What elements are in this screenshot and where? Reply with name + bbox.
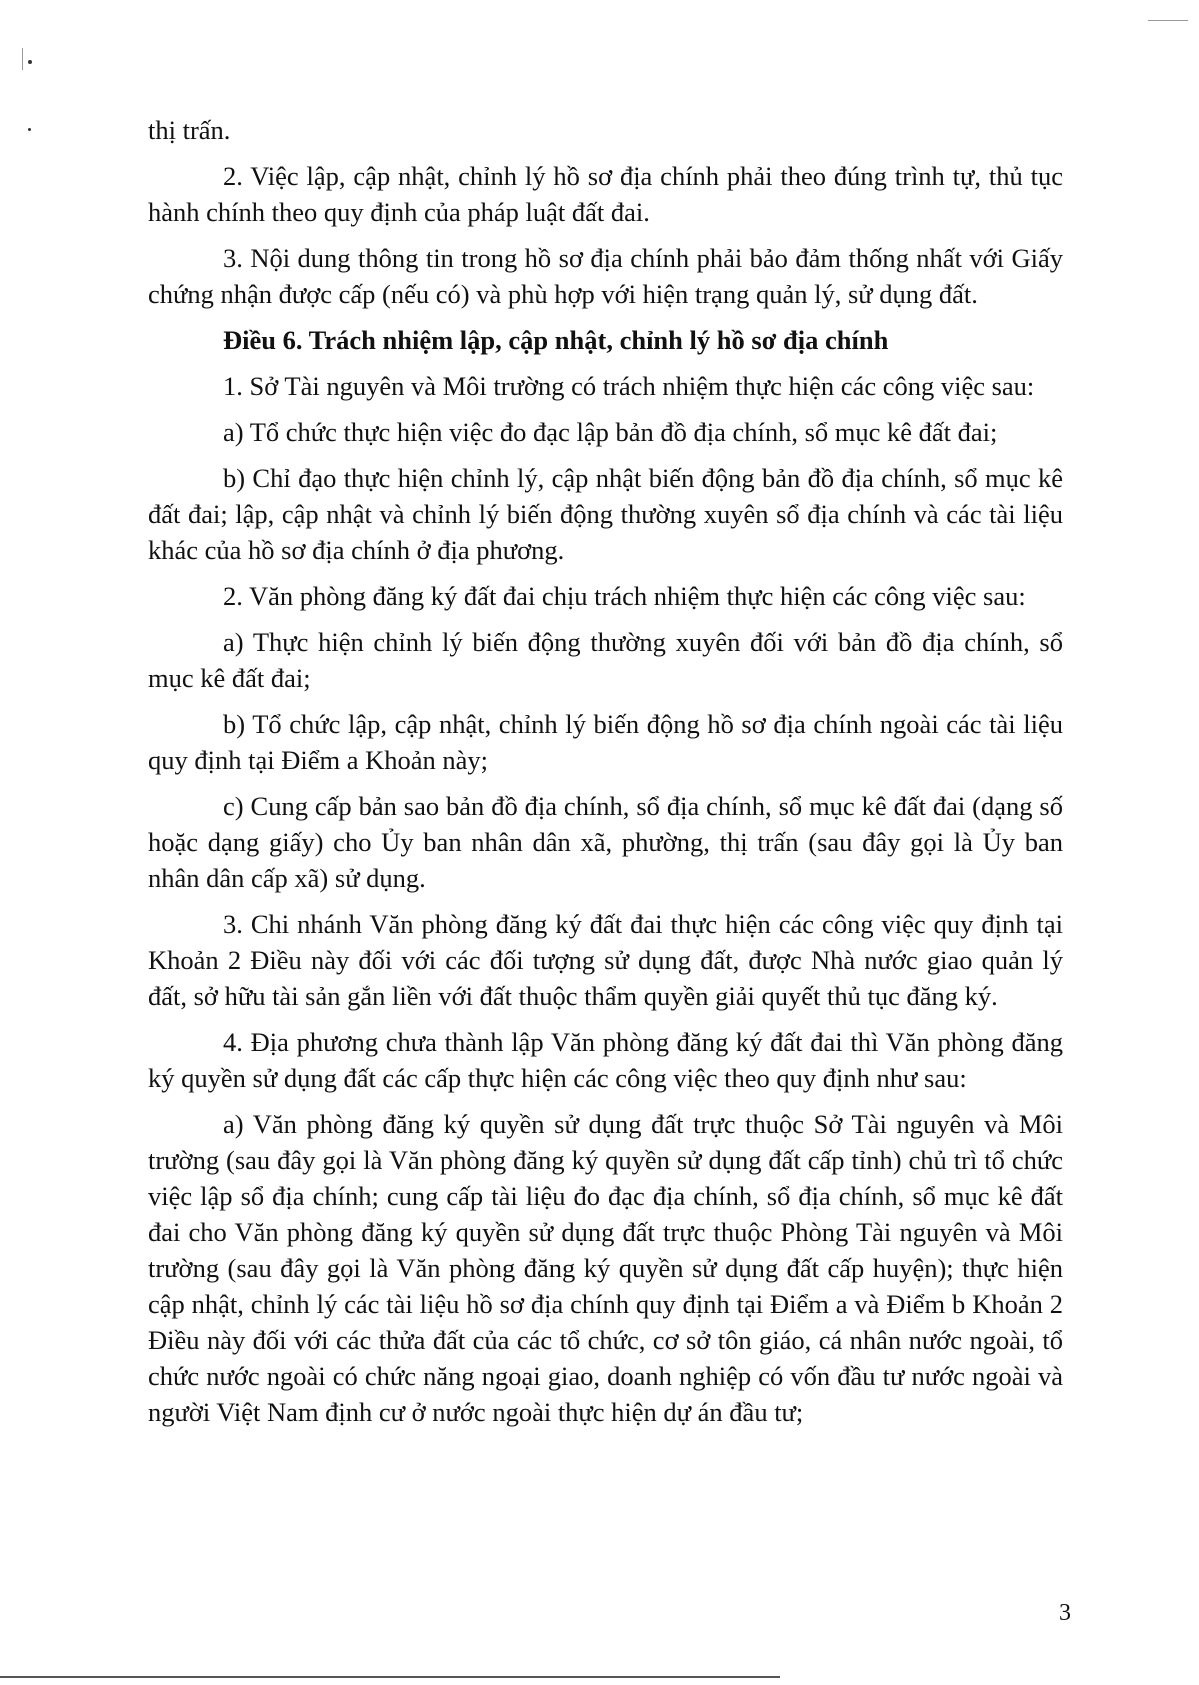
- scan-dot: [28, 60, 32, 64]
- paragraph: a) Tổ chức thực hiện việc đo đạc lập bản đồ địa chính, sổ mục kê đất đai;: [223, 417, 998, 447]
- paragraph: 3. Chi nhánh Văn phòng đăng ký đất đai thực hiện các công việc quy định tại Khoản 2 Điều này đối với các đối tượng sử dụng đất, được Nhà nước giao quản lý đất, sở hữu tài sản gắn liền với đất thuộc thẩm quyền giải quyết thủ tục đăng ký.: [148, 909, 1063, 1011]
- paragraph: 2. Văn phòng đăng ký đất đai chịu trách nhiệm thực hiện các công việc sau:: [223, 581, 1026, 611]
- paragraph: a) Thực hiện chỉnh lý biến động thường xuyên đối với bản đồ địa chính, sổ mục kê đất đai;: [148, 627, 1063, 693]
- scan-dot: [28, 128, 31, 131]
- paragraph: b) Chỉ đạo thực hiện chỉnh lý, cập nhật biến động bản đồ địa chính, sổ mục kê đất đai; lập, cập nhật và chỉnh lý biến động thường xuyên sổ địa chính và các tài liệu khác của hồ sơ địa chính ở địa phương.: [148, 463, 1063, 565]
- paragraph: b) Tổ chức lập, cập nhật, chỉnh lý biến động hồ sơ địa chính ngoài các tài liệu quy định tại Điểm a Khoản này;: [148, 709, 1063, 775]
- page-number: 3: [1059, 1600, 1071, 1626]
- paragraph: thị trấn.: [148, 115, 231, 145]
- paragraph: c) Cung cấp bản sao bản đồ địa chính, sổ địa chính, sổ mục kê đất đai (dạng số hoặc dạng giấy) cho Ủy ban nhân dân xã, phường, thị trấn (sau đây gọi là Ủy ban nhân dân cấp xã) sử dụng.: [148, 791, 1063, 893]
- paragraph: a) Văn phòng đăng ký quyền sử dụng đất trực thuộc Sở Tài nguyên và Môi trường (sau đây gọi là Văn phòng đăng ký quyền sử dụng đất cấp tỉnh) chủ trì tổ chức việc lập sổ địa chính; cung cấp tài liệu đo đạc địa chính, sổ địa chính, sổ mục kê đất đai cho Văn phòng đăng ký quyền sử dụng đất trực thuộc Phòng Tài nguyên và Môi trường (sau đây gọi là Văn phòng đăng ký quyền sử dụng đất cấp huyện); thực hiện cập nhật, chỉnh lý các tài liệu hồ sơ địa chính quy định tại Điểm a và Điểm b Khoản 2 Điều này đối với các thửa đất của các tổ chức, cơ sở tôn giáo, cá nhân nước ngoài, tổ chức nước ngoài có chức năng ngoại giao, doanh nghiệp có vốn đầu tư nước ngoài và người Việt Nam định cư ở nước ngoài thực hiện dự án đầu tư;: [148, 1109, 1063, 1427]
- scan-bottom-edge: [0, 1676, 780, 1678]
- article-heading: Điều 6. Trách nhiệm lập, cập nhật, chỉnh lý hồ sơ địa chính: [223, 325, 889, 355]
- scan-edge-mark: [1148, 20, 1188, 21]
- scan-edge-mark: [22, 48, 23, 70]
- paragraph: 4. Địa phương chưa thành lập Văn phòng đăng ký đất đai thì Văn phòng đăng ký quyền sử dụng đất các cấp thực hiện các công việc theo quy định như sau:: [148, 1027, 1063, 1093]
- paragraph: 2. Việc lập, cập nhật, chỉnh lý hồ sơ địa chính phải theo đúng trình tự, thủ tục hành chính theo quy định của pháp luật đất đai.: [148, 161, 1063, 227]
- document-body: [148, 112, 1063, 1440]
- paragraph: 3. Nội dung thông tin trong hồ sơ địa chính phải bảo đảm thống nhất với Giấy chứng nhận được cấp (nếu có) và phù hợp với hiện trạng quản lý, sử dụng đất.: [148, 243, 1063, 309]
- paragraph: 1. Sở Tài nguyên và Môi trường có trách nhiệm thực hiện các công việc sau:: [223, 371, 1035, 401]
